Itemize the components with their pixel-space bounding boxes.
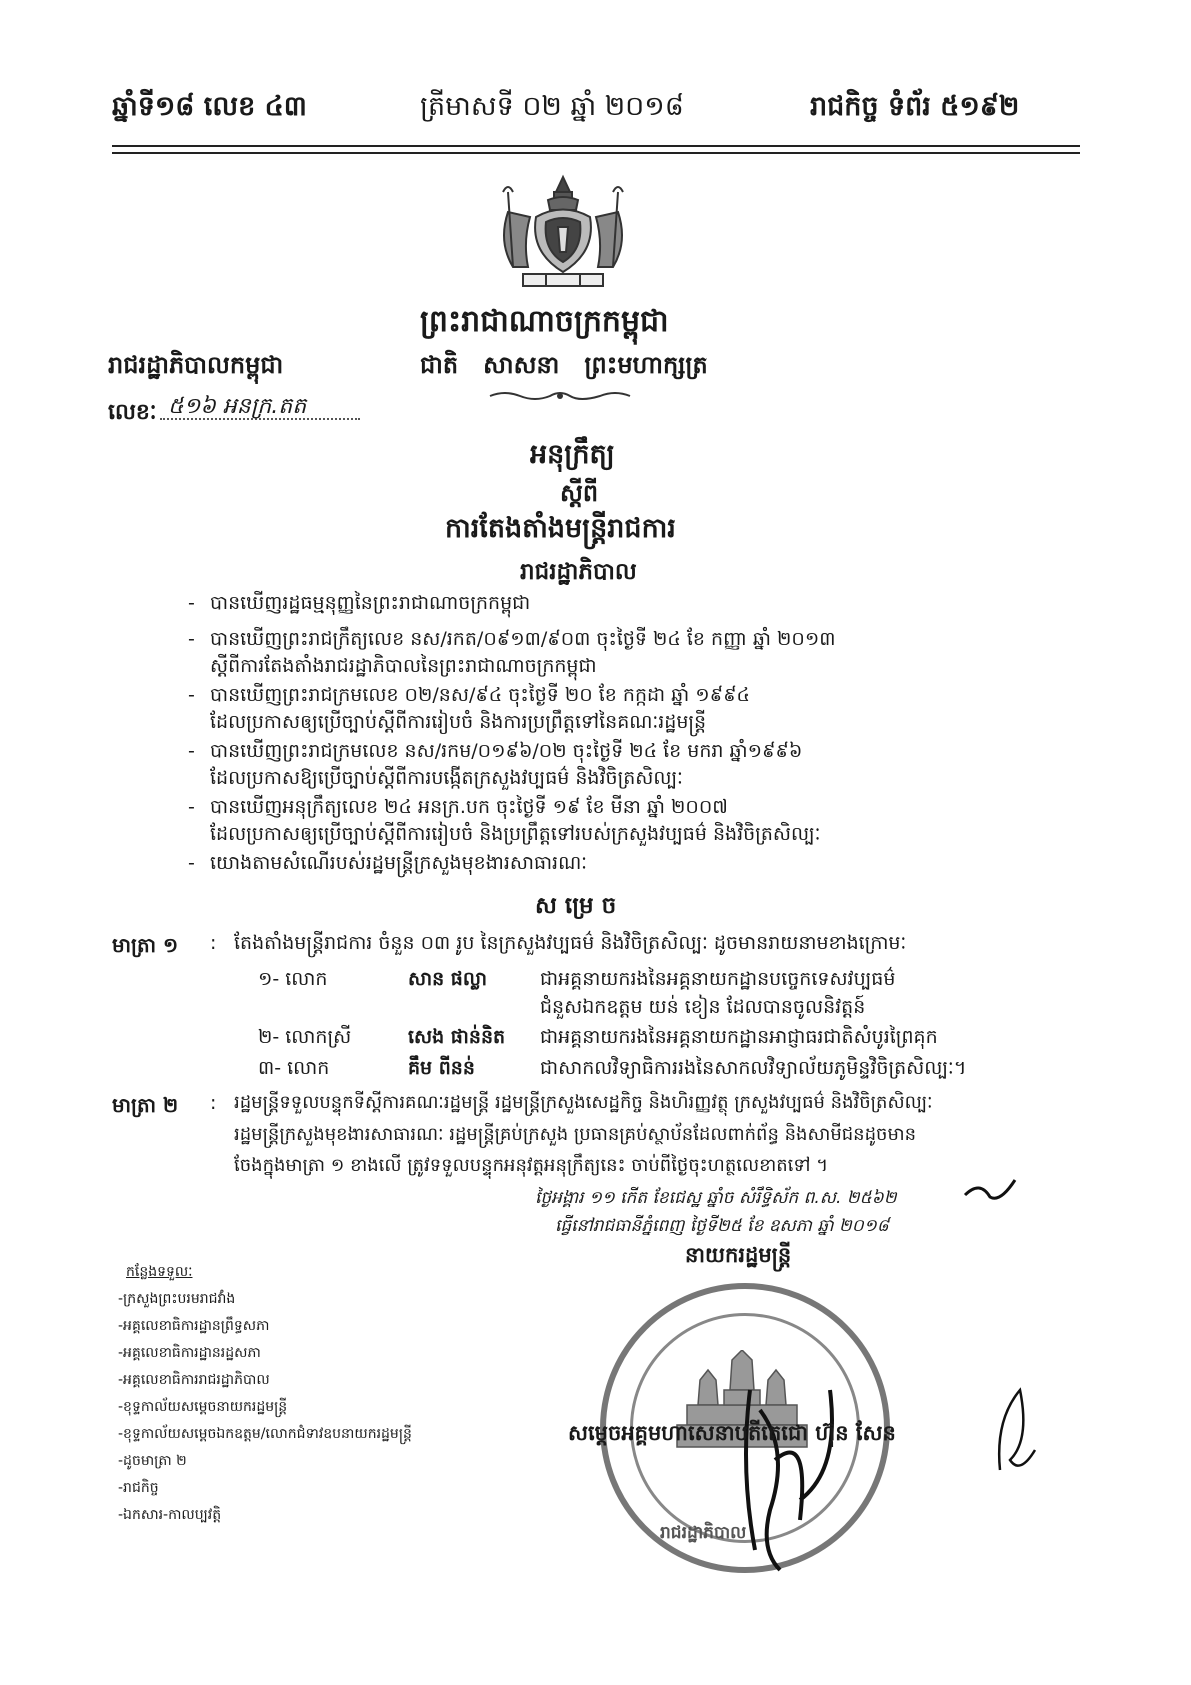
preamble-line: - បានឃើញព្រះរាជក្រមលេខ ០២/នស/៩៤ ចុះថ្ងៃទី ២០ ខែ កក្កដា ឆ្នាំ ១៩៩៤	[210, 684, 750, 707]
header-gazette-page: រាជកិច្ច ទំព័រ ៥១៩២	[810, 91, 1020, 122]
cc-item: -រាជកិច្ច	[118, 1480, 159, 1496]
issuer: រាជរដ្ឋាភិបាលកម្ពុជា	[108, 351, 284, 379]
royal-coat-of-arms-icon	[488, 172, 638, 292]
preamble-line: - បានឃើញរដ្ឋធម្មនុញ្ញនៃព្រះរាជាណាចក្រកម្ពុជា	[210, 592, 530, 615]
cc-heading: កន្លែងទទួលៈ	[126, 1264, 193, 1280]
preamble-line: ដែលប្រកាសឲ្យប្រើច្បាប់ស្តីពីការរៀបចំ និងប្រព្រឹត្តទៅរបស់ក្រសួងវប្បធម៌ និងវិចិត្រសិល្បៈ	[210, 823, 821, 845]
doc-title-line1: អនុក្រឹត្យ	[530, 439, 615, 470]
appointee-role: ជាអគ្គនាយករងនៃអគ្គនាយកដ្ឋានបច្ចេកទេសវប្បធម៌	[540, 968, 896, 990]
article-2-label: មាត្រា ២	[112, 1093, 179, 1117]
colon: :	[210, 1092, 217, 1114]
appointee-name: សាន ផល្លា	[408, 968, 487, 990]
header-quarter: ត្រីមាសទី ០២ ឆ្នាំ ២០១៨	[420, 91, 684, 122]
cc-item: -ក្រសួងព្រះបរមរាជវាំង	[118, 1291, 236, 1307]
signer-name: សម្តេចអគ្គមហាសេនាបតីតេជោ ហ៊ុន សែន	[568, 1421, 896, 1445]
cc-item: -ដូចមាត្រា ២	[118, 1453, 187, 1469]
initials-signature-icon	[960, 1175, 1020, 1205]
article-2-line: រដ្ឋមន្រ្តីក្រសួងមុខងារសាធារណៈ រដ្ឋមន្រ្តីគ្រប់ក្រសួង ប្រធានគ្រប់ស្ថាប័នដែលពាក់ព័ន្ធ និងសាមីជនដូចមាន	[234, 1124, 917, 1145]
preamble-line: ដែលប្រកាសឱ្យប្រើច្បាប់ស្តីពីការបង្កើតក្រសួងវប្បធម៌ និងវិចិត្រសិល្បៈ	[210, 767, 683, 789]
appointee-role-detail: ជំនួសឯកឧត្តម យន់ ខៀន ដែលបានចូលនិវត្តន៍	[540, 996, 866, 1018]
doc-title-line3: ការតែងតាំងមន្រ្តីរាជការ	[445, 513, 676, 544]
number-value: ៥១៦ អនក្រ.តត	[168, 394, 307, 419]
appointee-role: ជាសាកលវិទ្យាធិការរងនៃសាកលវិទ្យាល័យភូមិន្ទវិចិត្រសិល្បៈ។	[540, 1057, 967, 1079]
header-year-issue: ឆ្នាំទី១៨ លេខ ៤៣	[112, 91, 307, 122]
government-heading: រាជរដ្ឋាភិបាល	[520, 559, 637, 585]
decision-heading: ស ម្រេ ច	[535, 893, 617, 919]
appointee-number: ៣- លោក	[258, 1057, 330, 1079]
seal-text: រាជរដ្ឋាភិបាល	[660, 1523, 747, 1543]
appointee-name: គឹម ពីនន់	[408, 1057, 475, 1079]
number-label: លេខៈ	[108, 400, 157, 425]
preamble-line: - យោងតាមសំណើរបស់រដ្ឋមន្រ្តីក្រសួងមុខងារសាធារណៈ	[210, 852, 587, 875]
ornament-divider-icon	[485, 388, 635, 404]
signer-title: នាយករដ្ឋមន្រ្តី	[685, 1243, 792, 1267]
cc-item: -អគ្គលេខាធិការដ្ឋានព្រឹទ្ធសភា	[118, 1318, 270, 1334]
preamble-line: - បានឃើញព្រះរាជក្រឹត្យលេខ នស/រកត/០៩១៣/៩០៣ ចុះថ្ងៃទី ២៤ ខែ កញ្ញា ឆ្នាំ ២០១៣	[210, 628, 835, 651]
appointee-number: ២- លោកស្រី	[258, 1026, 352, 1048]
kingdom-title: ព្រះរាជាណាចក្រកម្ពុជា	[420, 304, 669, 339]
motto: ជាតិ សាសនា ព្រះមហាក្សត្រ	[420, 351, 708, 379]
cc-item: -ខុទ្ទកាល័យសម្តេចឯកឧត្តម/លោកជំទាវឧបនាយករដ្ឋមន្ត្រី	[118, 1426, 412, 1442]
signature-icon	[700, 1350, 880, 1600]
cc-item: -ខុទ្ទកាល័យសម្តេចនាយករដ្ឋមន្ត្រី	[118, 1399, 288, 1415]
header-rule	[112, 145, 1080, 154]
doc-title-line2: ស្តីពី	[560, 479, 599, 507]
preamble-line: - បានឃើញព្រះរាជក្រមលេខ នស/រកម/០១៩៦/០២ ចុះថ្ងៃទី ២៤ ខែ មករា ឆ្នាំ១៩៩៦	[210, 740, 802, 763]
colon: :	[210, 932, 217, 954]
date-solar: ធ្វើនៅរាជធានីភ្នំពេញ ថ្ងៃទី២៥ ខែ ឧសភា ឆ្នាំ ២០១៨	[555, 1216, 889, 1236]
cc-item: -អគ្គលេខាធិការរាជរដ្ឋាភិបាល	[118, 1372, 270, 1388]
article-2-line: ចែងក្នុងមាត្រា ១ ខាងលើ ត្រូវទទួលបន្ទុកអនុវត្តអនុក្រឹត្យនេះ ចាប់ពីថ្ងៃចុះហត្ថលេខាតទៅ ។	[234, 1155, 829, 1176]
appointee-name: សេង ផាន់និត	[408, 1026, 506, 1048]
article-2-line: រដ្ឋមន្រ្តីទទួលបន្ទុកទីស្តីការគណៈរដ្ឋមន្រ្តី រដ្ឋមន្រ្តីក្រសួងសេដ្ឋកិច្ច និងហិរញ្ញវត្ថុ ក្រសួងវប្បធម៌ និងវិចិត្រសិល្បៈ	[234, 1092, 933, 1113]
preamble-line: ស្តីពីការតែងតាំងរាជរដ្ឋាភិបាលនៃព្រះរាជាណាចក្រកម្ពុជា	[210, 655, 597, 677]
appointee-number: ១- លោក	[258, 968, 328, 990]
paraph-signature-icon	[990, 1380, 1040, 1480]
article-1-text: តែងតាំងមន្រ្តីរាជការ ចំនួន ០៣ រូប នៃក្រសួងវប្បធម៌ និងវិចិត្រសិល្បៈ ដូចមានរាយនាមខាងក្រោមៈ	[234, 932, 907, 954]
article-1-label: មាត្រា ១	[112, 933, 179, 957]
preamble-line: - បានឃើញអនុក្រឹត្យលេខ ២៤ អនក្រ.បក ចុះថ្ងៃទី ១៩ ខែ មីនា ឆ្នាំ ២០០៧	[210, 796, 728, 819]
date-lunar: ថ្ងៃអង្គារ ១១ កើត ខែជេស្ឋ ឆ្នាំច សំរឹទ្ធិស័ក ព.ស. ២៥៦២	[535, 1188, 897, 1208]
cc-item: -អគ្គលេខាធិការដ្ឋានរដ្ឋសភា	[118, 1345, 261, 1361]
cc-item: -ឯកសារ-កាលប្បវត្តិ	[118, 1507, 222, 1523]
appointee-role: ជាអគ្គនាយករងនៃអគ្គនាយកដ្ឋានអាជ្ញាធរជាតិសំបូរព្រៃគុក	[540, 1026, 938, 1048]
preamble-line: ដែលប្រកាសឲ្យប្រើច្បាប់ស្តីពីការរៀបចំ និងការប្រព្រឹត្តទៅនៃគណៈរដ្ឋមន្រ្តី	[210, 711, 707, 733]
